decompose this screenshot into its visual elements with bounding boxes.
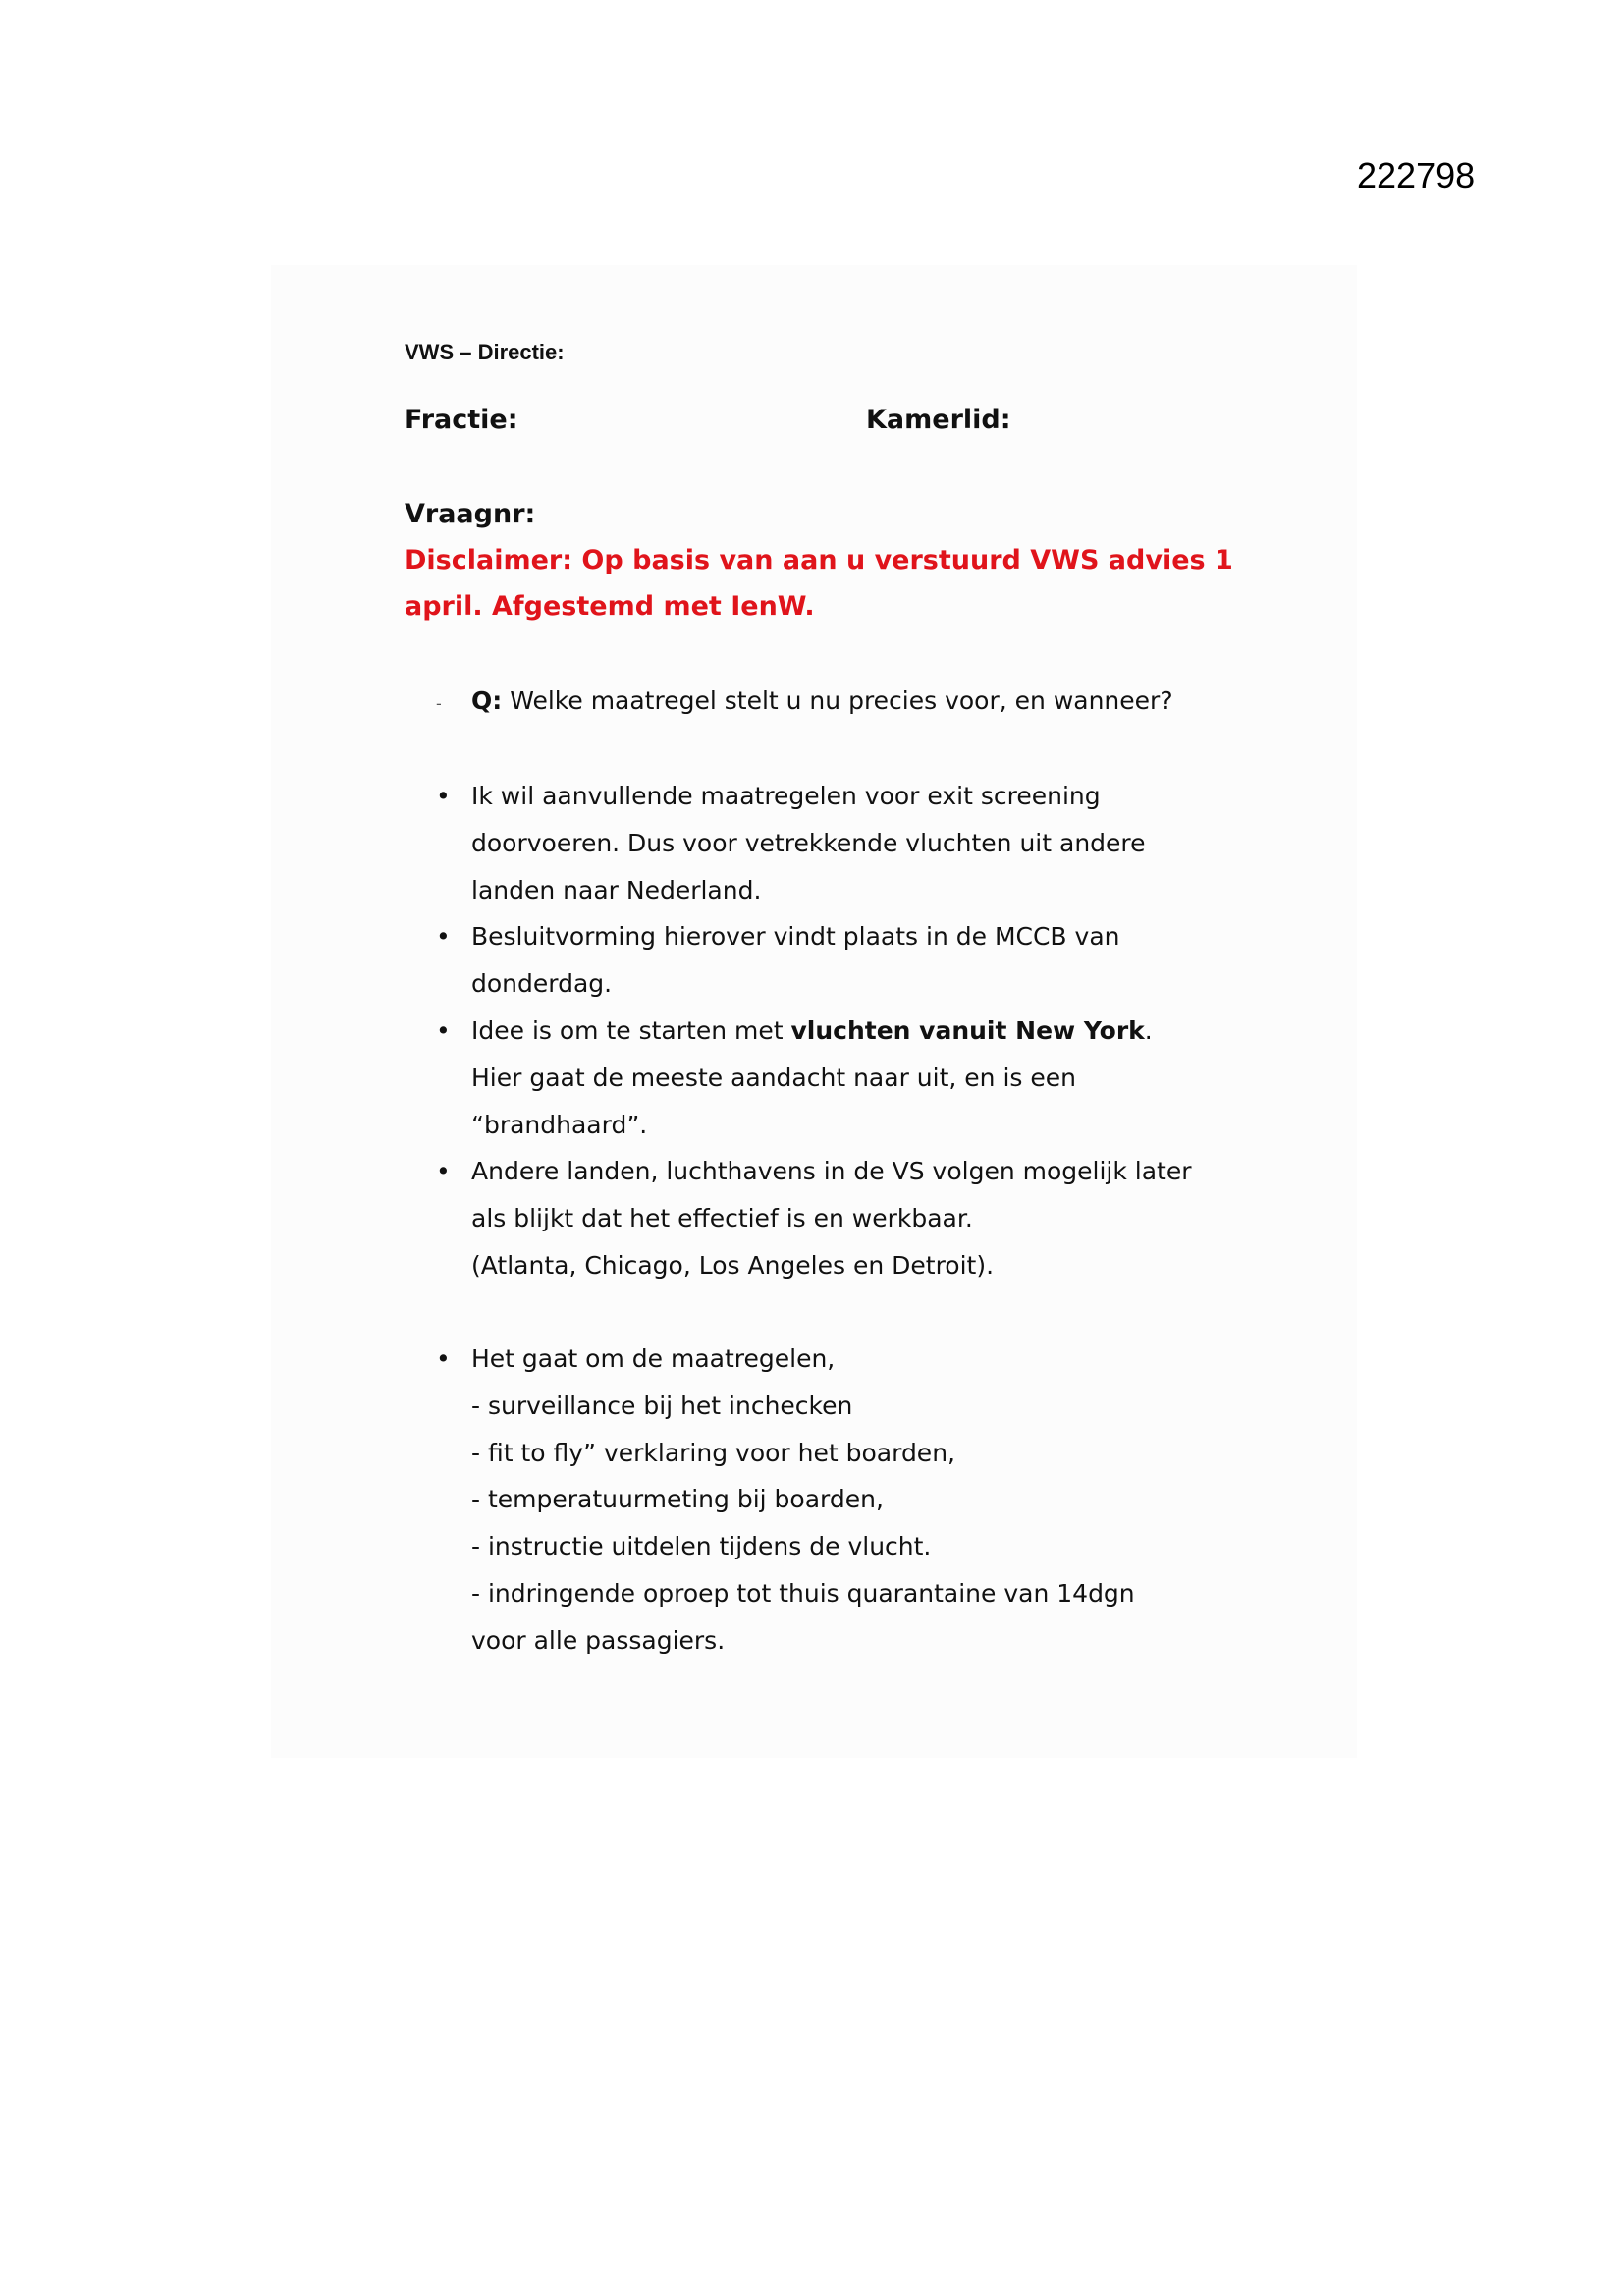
bullet-line: - surveillance bij het inchecken (471, 1391, 853, 1420)
bullet-line: - indringende oproep tot thuis quarantaine van 14dgn (471, 1578, 1135, 1608)
bullet-marker: • (436, 1157, 451, 1185)
bullet-line: donderdag. (471, 968, 613, 998)
bullet-line: - fit to fly” verklaring voor het boarden, (471, 1438, 955, 1467)
question-line (471, 678, 1173, 725)
disclaimer-line-1: Disclaimer: Op basis van aan u verstuurd VWS advies 1 (405, 545, 1233, 575)
bullet-exit-screening (471, 773, 1146, 913)
bullet-line: Ik wil aanvullende maatregelen voor exit screening (471, 782, 1101, 810)
dash-marker: - (436, 694, 442, 713)
bullet-line: Besluitvorming hierover vindt plaats in de MCCB van (471, 922, 1120, 951)
question-prefix: Q: (471, 686, 503, 715)
disclaimer-line-2: april. Afgestemd met IenW. (405, 591, 815, 622)
fractie-label: Fractie: (405, 405, 518, 435)
bold-new-york: vluchten vanuit New York (790, 1016, 1145, 1045)
bullet-marker: • (436, 782, 451, 810)
bullet-new-york (471, 1008, 1153, 1148)
bullet-line: “brandhaard”. (471, 1110, 648, 1139)
directie-label: VWS – Directie: (405, 340, 565, 364)
bullet-line: doorvoeren. Dus voor vetrekkende vluchten uit andere (471, 828, 1146, 857)
bullet-line: - temperatuurmeting bij boarden, (471, 1485, 884, 1514)
bullet-line: Idee is om te starten met vluchten vanuit New York. (471, 1016, 1153, 1045)
question-text: Welke maatregel stelt u nu precies voor, en wanneer? (502, 686, 1173, 715)
kamerlid-label: Kamerlid: (866, 405, 1011, 435)
bullet-line: landen naar Nederland. (471, 875, 762, 904)
bullet-andere-landen (471, 1148, 1192, 1288)
bullet-line: (Atlanta, Chicago, Los Angeles en Detroit). (471, 1250, 995, 1280)
bullet-besluitvorming (471, 913, 1120, 1008)
bullet-line: Andere landen, luchthavens in de VS volgen mogelijk later (471, 1157, 1192, 1185)
bullet-line: voor alle passagiers. (471, 1625, 726, 1655)
document-id: 222798 (1357, 155, 1476, 195)
bullet-line: Het gaat om de maatregelen, (471, 1344, 836, 1373)
bullet-marker: • (436, 1344, 451, 1373)
bullet-maatregelen (471, 1336, 1135, 1665)
bullet-line: als blijkt dat het effectief is en werkbaar. (471, 1203, 973, 1232)
vraagnr-label: Vraagnr: (405, 499, 536, 529)
bullet-marker: • (436, 922, 451, 951)
bullet-line: Hier gaat de meeste aandacht naar uit, en is een (471, 1063, 1076, 1092)
bullet-marker: • (436, 1016, 451, 1045)
bullet-line: - instructie uitdelen tijdens de vlucht. (471, 1532, 932, 1561)
